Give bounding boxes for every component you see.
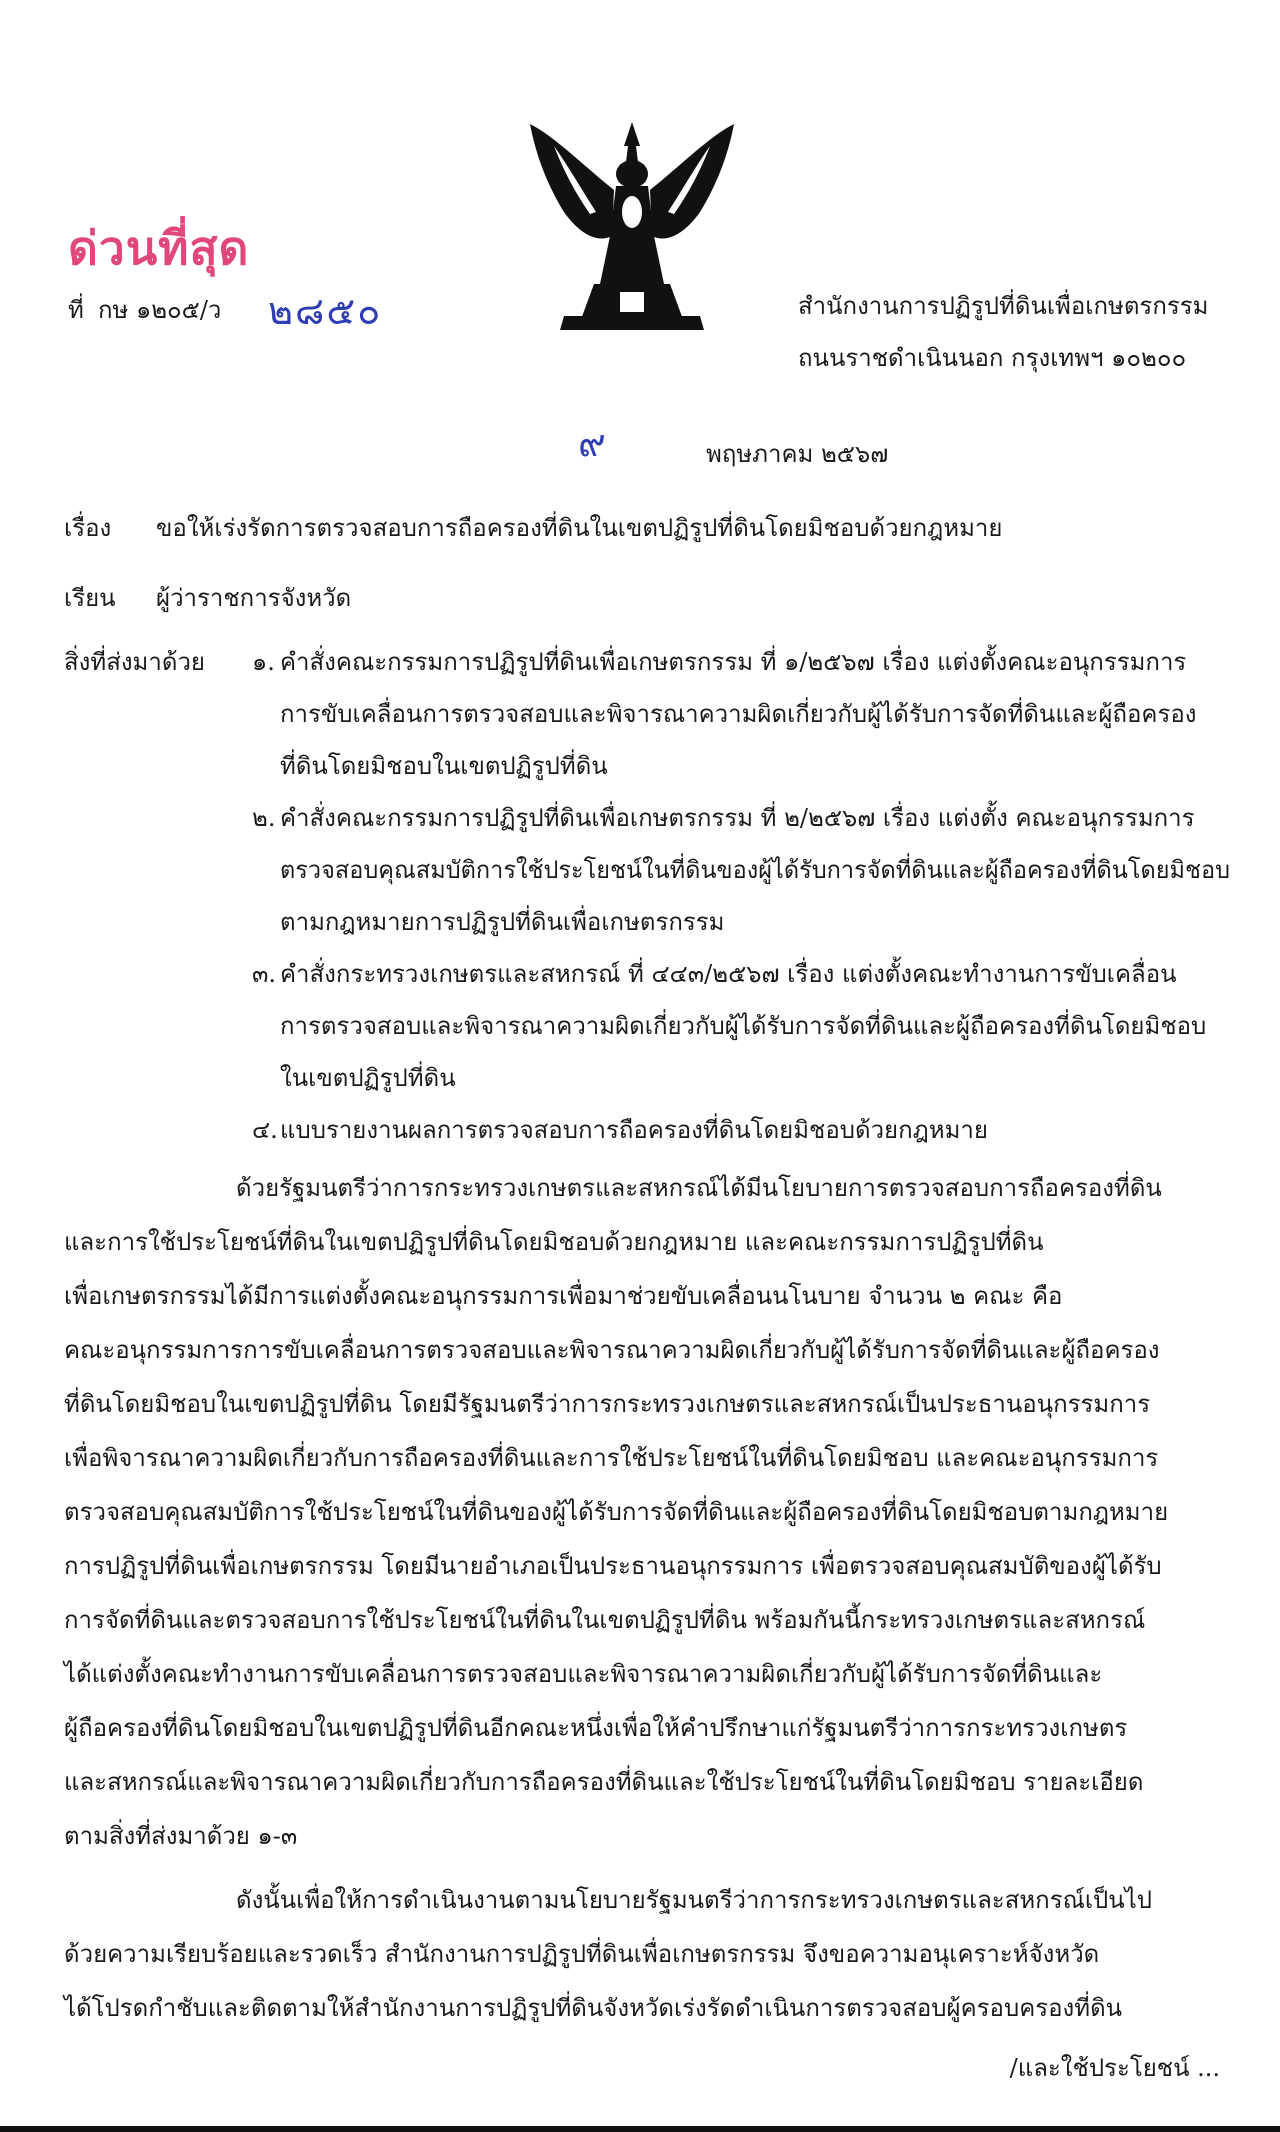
- body-line: คณะอนุกรรมการการขับเคลื่อนการตรวจสอบและพิจารณาความผิดเกี่ยวกับผู้ได้รับการจัดที่ดินและผู้ถือครอง: [64, 1336, 1160, 1364]
- body-line: เพื่อพิจารณาความผิดเกี่ยวกับการถือครองที่ดินและการใช้ประโยชน์ในที่ดินโดยมิชอบ และคณะอนุกรรมการ: [64, 1444, 1159, 1472]
- bottom-border: [0, 2126, 1280, 2132]
- attachment-line: ในเขตปฏิรูปที่ดิน: [280, 1064, 456, 1092]
- attachment-number: ๒.: [252, 804, 276, 832]
- subject-text: ขอให้เร่งรัดการตรวจสอบการถือครองที่ดินในเขตปฏิรูปที่ดินโดยมิชอบด้วยกฎหมาย: [156, 514, 1003, 542]
- attachment-line: การขับเคลื่อนการตรวจสอบและพิจารณาความผิดเกี่ยวกับผู้ได้รับการจัดที่ดินและผู้ถือครอง: [280, 700, 1197, 728]
- body-line: ด้วยรัฐมนตรีว่าการกระทรวงเกษตรและสหกรณ์ได้มีนโยบายการตรวจสอบการถือครองที่ดิน: [236, 1174, 1162, 1202]
- recipient-text: ผู้ว่าราชการจังหวัด: [156, 584, 352, 612]
- body-line: ตรวจสอบคุณสมบัติการใช้ประโยชน์ในที่ดินของผู้ได้รับการจัดที่ดินและผู้ถือครองที่ดินโดยมิชอบตามกฎหมาย: [64, 1498, 1169, 1526]
- body-line: ที่ดินโดยมิชอบในเขตปฏิรูปที่ดิน โดยมีรัฐมนตรีว่าการกระทรวงเกษตรและสหกรณ์เป็นประธานอนุกรรมการ: [64, 1390, 1151, 1418]
- attachment-line: การตรวจสอบและพิจารณาความผิดเกี่ยวกับผู้ได้รับการจัดที่ดินและผู้ถือครองที่ดินโดยมิชอบ: [280, 1012, 1207, 1040]
- garuda-emblem-icon: [524, 116, 740, 336]
- date-day: ๙: [578, 421, 606, 465]
- body-line: และสหกรณ์และพิจารณาความผิดเกี่ยวกับการถือครองที่ดินและใช้ประโยชน์ในที่ดินโดยมิชอบ รายละเอียด: [64, 1768, 1144, 1796]
- body-line: ตามสิ่งที่ส่งมาด้วย ๑-๓: [64, 1822, 298, 1850]
- attachment-line: แบบรายงานผลการตรวจสอบการถือครองที่ดินโดยมิชอบด้วยกฎหมาย: [280, 1116, 988, 1144]
- attachment-line: ตามกฎหมายการปฏิรูปที่ดินเพื่อเกษตรกรรม: [280, 908, 725, 936]
- ref-label: ที่: [68, 296, 84, 324]
- body-line: ได้โปรดกำชับและติดตามให้สำนักงานการปฏิรูปที่ดินจังหวัดเร่งรัดดำเนินการตรวจสอบผู้ครอบครองที่ดิน: [64, 1994, 1123, 2022]
- body-line: การจัดที่ดินและตรวจสอบการใช้ประโยชน์ในที่ดินในเขตปฏิรูปที่ดิน พร้อมกันนี้กระทรวงเกษตรและสหกรณ์: [64, 1606, 1146, 1634]
- attachment-line: คำสั่งกระทรวงเกษตรและสหกรณ์ ที่ ๔๔๓/๒๕๖๗ เรื่อง แต่งตั้งคณะทำงานการขับเคลื่อน: [280, 960, 1177, 988]
- ref-code: กษ ๑๒๐๕/ว: [98, 296, 222, 324]
- body-line: ผู้ถือครองที่ดินโดยมิชอบในเขตปฏิรูปที่ดินอีกคณะหนึ่งเพื่อให้คำปรึกษาแก่รัฐมนตรีว่าการกระทรวงเกษตร: [64, 1714, 1128, 1742]
- attachments-label: สิ่งที่ส่งมาด้วย: [64, 648, 205, 676]
- attachment-number: ๑.: [252, 648, 275, 676]
- date-month-year: พฤษภาคม ๒๕๖๗: [706, 440, 889, 468]
- subject-label: เรื่อง: [64, 514, 112, 542]
- attachment-line: คำสั่งคณะกรรมการปฏิรูปที่ดินเพื่อเกษตรกรรม ที่ ๒/๒๕๖๗ เรื่อง แต่งตั้ง คณะอนุกรรมการ: [280, 804, 1195, 832]
- attachment-line: คำสั่งคณะกรรมการปฏิรูปที่ดินเพื่อเกษตรกรรม ที่ ๑/๒๕๖๗ เรื่อง แต่งตั้งคณะอนุกรรมการ: [280, 648, 1187, 676]
- office-name: สำนักงานการปฏิรูปที่ดินเพื่อเกษตรกรรม: [798, 292, 1209, 320]
- office-address: ถนนราชดำเนินนอก กรุงเทพฯ ๑๐๒๐๐: [798, 344, 1187, 372]
- body-line: ดังนั้นเพื่อให้การดำเนินงานตามนโยบายรัฐมนตรีว่าการกระทรวงเกษตรและสหกรณ์เป็นไป: [236, 1886, 1152, 1914]
- continuation-marker: /และใช้ประโยชน์ ...: [1009, 2054, 1220, 2082]
- attachment-line: ตรวจสอบคุณสมบัติการใช้ประโยชน์ในที่ดินของผู้ได้รับการจัดที่ดินและผู้ถือครองที่ดินโดยมิชอบ: [280, 856, 1231, 884]
- body-line: ได้แต่งตั้งคณะทำงานการขับเคลื่อนการตรวจสอบและพิจารณาความผิดเกี่ยวกับผู้ได้รับการจัดที่ดินและ: [64, 1660, 1103, 1688]
- urgency-stamp: ด่วนที่สุด: [68, 221, 250, 275]
- attachment-number: ๔.: [252, 1116, 278, 1144]
- ref-number: ๒๘๕๐: [268, 289, 383, 333]
- body-line: การปฏิรูปที่ดินเพื่อเกษตรกรรม โดยมีนายอำเภอเป็นประธานอนุกรรมการ เพื่อตรวจสอบคุณสมบัติของผู้ได้รับ: [64, 1552, 1162, 1580]
- attachment-number: ๓.: [252, 960, 277, 988]
- body-line: ด้วยความเรียบร้อยและรวดเร็ว สำนักงานการปฏิรูปที่ดินเพื่อเกษตรกรรม จึงขอความอนุเคราะห์จังหวัด: [64, 1940, 1100, 1968]
- body-line: เพื่อเกษตรกรรมได้มีการแต่งตั้งคณะอนุกรรมการเพื่อมาช่วยขับเคลื่อนนโนบาย จำนวน ๒ คณะ คือ: [64, 1282, 1063, 1310]
- attachment-line: ที่ดินโดยมิชอบในเขตปฏิรูปที่ดิน: [280, 752, 608, 780]
- body-line: และการใช้ประโยชน์ที่ดินในเขตปฏิรูปที่ดินโดยมิชอบด้วยกฎหมาย และคณะกรรมการปฏิรูปที่ดิน: [64, 1228, 1044, 1256]
- recipient-label: เรียน: [64, 584, 116, 612]
